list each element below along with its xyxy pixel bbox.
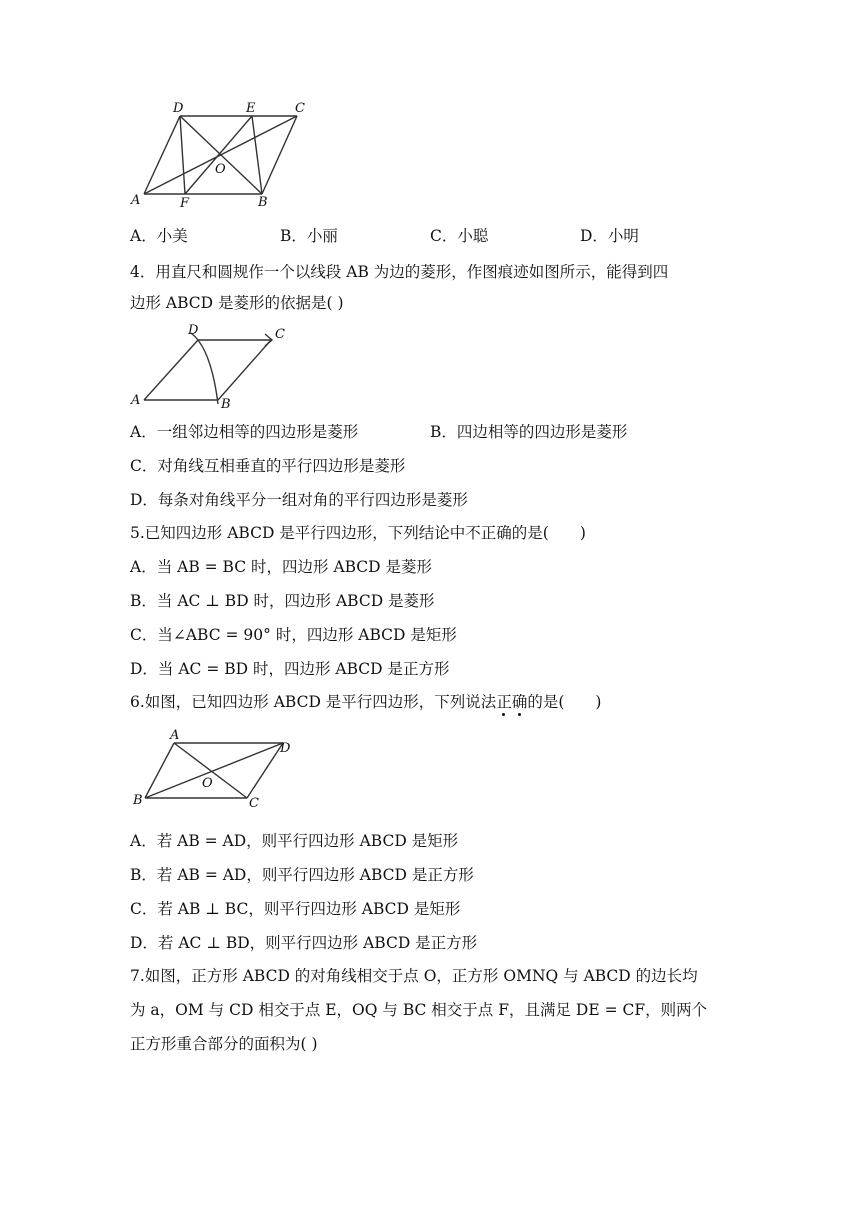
q4-option-b: B．四边相等的四边形是菱形 (430, 423, 628, 441)
q3-option-b: B．小丽 (280, 227, 338, 245)
q4-label-d: D (188, 323, 199, 338)
q4-figure (125, 318, 305, 412)
q6-label-c: C (249, 796, 259, 811)
q4-label-a: A (131, 393, 141, 408)
q6-label-a: A (170, 728, 180, 743)
q4-option-d: D．每条对角线平分一组对角的平行四边形是菱形 (130, 491, 468, 509)
q3-label-b: B (258, 195, 268, 210)
q3-label-a: A (131, 193, 141, 208)
q6-figure (125, 722, 315, 816)
q3-figure (125, 96, 315, 212)
q5-option-d: D．当 AC = BD 时，四边形 ABCD 是正方形 (130, 660, 450, 678)
q7-stem-line2: 为 a，OM 与 CD 相交于点 E，OQ 与 BC 相交于点 F，且满足 DE = CF，则两个 (130, 1001, 708, 1019)
q6-stem (130, 692, 601, 712)
q6-stem-after: 的是( ) (527, 693, 602, 711)
q7-stem-line1: 7.如图，正方形 ABCD 的对角线相交于点 O，正方形 OMNQ 与 ABCD 的边长均 (130, 967, 698, 985)
emphasis-dot (518, 713, 521, 716)
q6-stem-emphasis-text: 正确 (496, 693, 528, 711)
q3-label-c: C (295, 101, 305, 116)
q6-label-b: B (133, 793, 143, 808)
q6-option-c: C．若 AB ⊥ BC，则平行四边形 ABCD 是矩形 (130, 900, 461, 918)
q6-stem-emphasis (496, 693, 527, 711)
q3-option-a: A．小美 (130, 227, 188, 245)
q3-label-d: D (173, 101, 184, 116)
q7-stem-line3: 正方形重合部分的面积为( ) (130, 1035, 318, 1053)
q6-option-b: B．若 AB = AD，则平行四边形 ABCD 是正方形 (130, 866, 474, 884)
q3-label-e: E (246, 101, 256, 116)
q5-option-a: A．当 AB = BC 时，四边形 ABCD 是菱形 (130, 558, 433, 576)
q6-label-d: D (280, 741, 291, 756)
q4-stem-line1: 4．用直尺和圆规作一个以线段 AB 为边的菱形，作图痕迹如图所示，能得到四 (130, 263, 669, 281)
q5-option-b: B．当 AC ⊥ BD 时，四边形 ABCD 是菱形 (130, 592, 435, 610)
q5-option-c: C．当∠ABC = 90° 时，四边形 ABCD 是矩形 (130, 626, 457, 644)
q4-option-c: C．对角线互相垂直的平行四边形是菱形 (130, 457, 406, 475)
q5-stem: 5.已知四边形 ABCD 是平行四边形，下列结论中不正确的是( ) (130, 524, 586, 542)
q4-stem-line2: 边形 ABCD 是菱形的依据是( ) (130, 294, 344, 312)
q6-stem-before: 6.如图，已知四边形 ABCD 是平行四边形，下列说法 (130, 693, 497, 711)
q4-label-b: B (221, 397, 231, 412)
q4-label-c: C (275, 327, 285, 342)
q3-option-d: D．小明 (580, 227, 639, 245)
emphasis-dot (502, 713, 505, 716)
q3-label-f: F (180, 196, 190, 211)
q3-option-c: C．小聪 (430, 227, 489, 245)
q3-label-o: O (215, 162, 226, 177)
q4-option-a: A．一组邻边相等的四边形是菱形 (130, 423, 359, 441)
q6-option-d: D．若 AC ⊥ BD，则平行四边形 ABCD 是正方形 (130, 934, 478, 952)
q6-label-o: O (202, 776, 213, 791)
q6-option-a: A．若 AB = AD，则平行四边形 ABCD 是矩形 (130, 832, 459, 850)
